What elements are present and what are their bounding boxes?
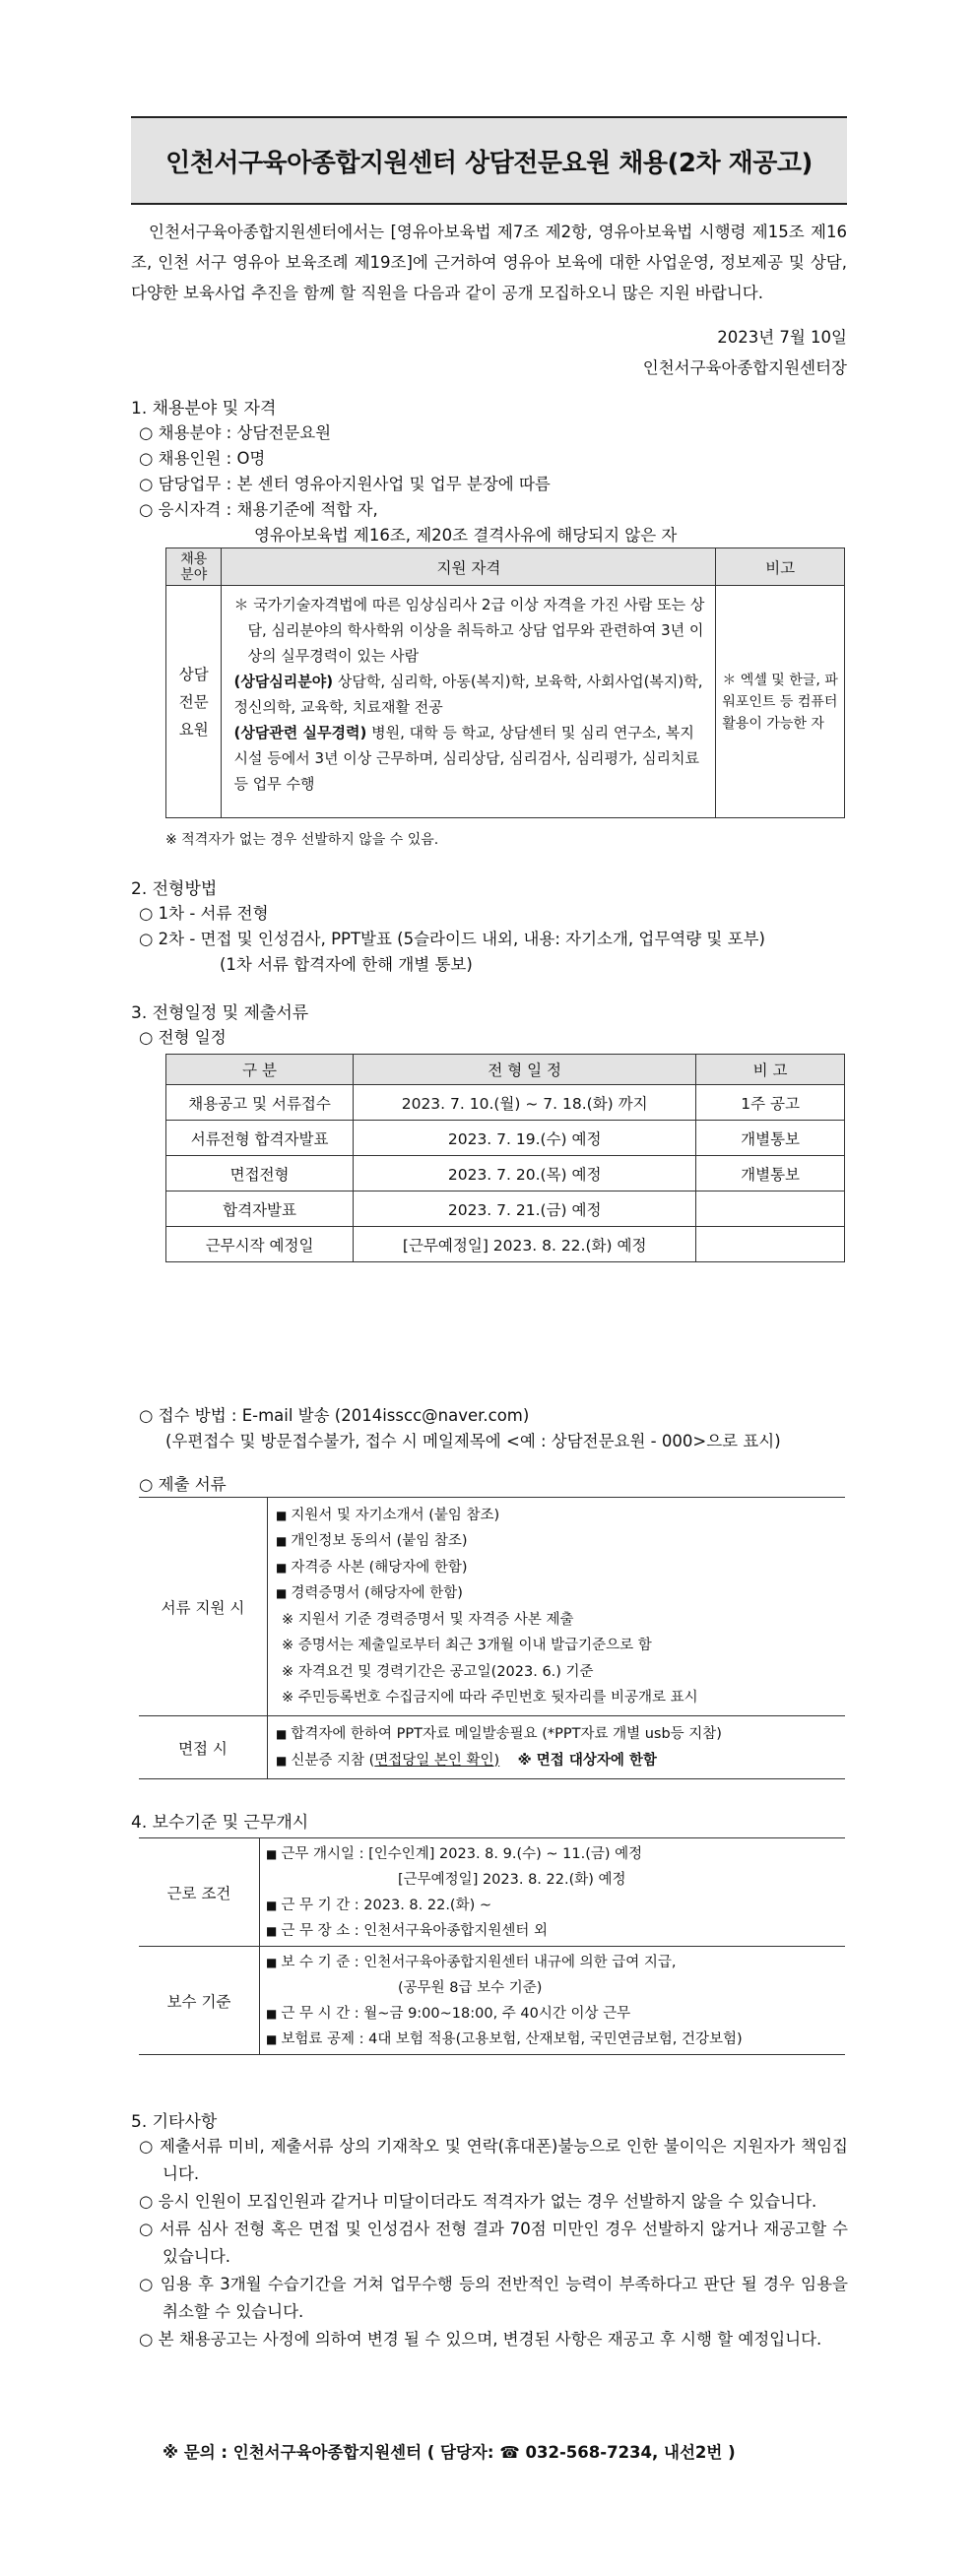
qual-item-3-text: 병원, 대학 등 학교, 상담센터 및 심리 연구소, 복지 시설 등에서 3년 이상 근무하며, 심리상담, 심리검사, 심리평가, 심리치료 등 업무 수행 [233, 724, 699, 793]
work-conditions-list [260, 1838, 846, 1947]
recruit-count: ○ 채용인원 : O명 [139, 449, 266, 468]
schedule-note [696, 1227, 845, 1262]
other-note-item: ○ 제출서류 미비, 제출서류 상의 기재착오 및 연락(휴대폰)불능으로 인한 불이익은 지원자가 책임집니다. [139, 2137, 848, 2183]
schedule-date: [근무예정일] 2023. 8. 22.(화) 예정 [354, 1227, 696, 1262]
schedule-category: 합격자발표 [166, 1191, 354, 1227]
qual-item-1: ＊ 국가기술자격법에 따른 임상심리사 2급 이상 자격을 가진 사람 또는 상담, 심리분야의 학사학위 이상을 취득하고 상담 업무와 관련하여 3년 이상의 실무경력이 있는 사람 [233, 596, 705, 665]
qual-item-2 [233, 669, 707, 720]
documents-label: 서류 지원 시 [139, 1498, 268, 1716]
qual-table-qualifications [222, 586, 716, 818]
work-item: ■ 근 무 장 소 : 인천서구육아종합지원센터 외 [266, 1922, 549, 1939]
recruit-qual-1: ○ 응시자격 : 채용기준에 적합 자, [139, 500, 378, 519]
pay-item: ■ 보 수 기 준 : 인천서구육아종합지원센터 내규에 의한 급여 지급, [266, 1954, 677, 1970]
schedule-category: 채용공고 및 서류접수 [166, 1085, 354, 1121]
schedule-row [166, 1085, 845, 1121]
schedule-note: 개별통보 [696, 1121, 845, 1156]
qualification-table [165, 547, 845, 818]
schedule-date: 2023. 7. 10.(월) ~ 7. 18.(화) 까지 [354, 1085, 696, 1121]
schedule-note: 개별통보 [696, 1156, 845, 1191]
qual-table-field: 상담 전문 요원 [166, 586, 222, 818]
interview-list [268, 1716, 846, 1779]
other-note-item: ○ 임용 후 3개월 수습기간을 거쳐 업무수행 등의 전반적인 능력이 부족하다고 판단 될 경우 임용을 취소할 수 있습니다. [139, 2275, 848, 2321]
interview-target-note: ※ 면접 대상자에 한함 [517, 1752, 657, 1769]
qual-item-3-title: (상담관련 실무경력) [233, 724, 367, 741]
pay-standard-label: 보수 기준 [139, 1947, 260, 2055]
documents-list [268, 1498, 846, 1716]
intro-paragraph: 인천서구육아종합지원센터에서는 [영유아보육법 제7조 제2항, 영유아보육법 시행령 제15조 제16조, 인천 서구 영유아 보육조례 제19조]에 근거하여 영유아 보육에 대한 사업운영, 정보제공 및 상담, 다양한 보육사업 추진을 함께 할 직원을 다음과 같이 공개 모집하오니 많은 지원 바랍니다. [131, 223, 847, 302]
qual-item-2-title: (상담심리분야) [233, 673, 334, 690]
work-item: [근무예정일] 2023. 8. 22.(화) 예정 [398, 1871, 626, 1888]
qual-footnote: ※ 적격자가 없는 경우 선발하지 않을 수 있음. [165, 832, 439, 848]
section-4-heading: 4. 보수기준 및 근무개시 [131, 1813, 309, 1833]
schedule-row [166, 1227, 845, 1262]
schedule-row [166, 1121, 845, 1156]
schedule-date: 2023. 7. 20.(목) 예정 [354, 1156, 696, 1191]
qual-table-header-note: 비고 [716, 548, 845, 586]
document-note: ※ 자격요건 및 경력기간은 공고일(2023. 6.) 기준 [282, 1663, 594, 1680]
other-note-item: ○ 본 채용공고는 사정에 의하여 변경 될 수 있으며, 변경된 사항은 재공고 후 시행 할 예정입니다. [139, 2330, 822, 2349]
dateline [643, 322, 847, 383]
schedule-category: 면접전형 [166, 1156, 354, 1191]
document-item: ■ 지원서 및 자기소개서 (붙임 참조) [276, 1507, 500, 1523]
other-note-item: ○ 서류 심사 전형 혹은 면접 및 인성검사 전형 결과 70점 미만인 경우 선발하지 않거나 재공고할 수 있습니다. [139, 2220, 848, 2266]
document-item: ■ 개인정보 동의서 (붙임 참조) [276, 1533, 468, 1549]
other-notes [139, 2133, 848, 2353]
schedule-header-note: 비 고 [696, 1055, 845, 1085]
work-item: ■ 근무 개시일 : [인수인계] 2023. 8. 9.(수) ~ 11.(금) 예정 [266, 1845, 643, 1862]
schedule-subheading: ○ 전형 일정 [139, 1028, 227, 1047]
document-note: ※ 주민등록번호 수집금지에 따라 주민번호 뒷자리를 비공개로 표시 [282, 1690, 698, 1706]
apply-method-note: (우편접수 및 방문접수불가, 접수 시 메일제목에 <예 : 상담전문요원 - 000>으로 표시) [165, 1432, 781, 1450]
schedule-table [165, 1054, 845, 1262]
schedule-note [696, 1191, 845, 1227]
apply-method: ○ 접수 방법 : E-mail 발송 (2014isscc@naver.com) [139, 1406, 530, 1425]
interview-item-2: ■ 신분증 지참 (면접당일 본인 확인) ※ 면접 대상자에 한함 [276, 1752, 657, 1769]
qual-table-header-qual: 지원 자격 [222, 548, 716, 586]
pay-item: (공무원 8급 보수 기준) [398, 1979, 543, 1996]
interview-label: 면접 시 [139, 1716, 268, 1779]
section-1-heading: 1. 채용분야 및 자격 [131, 399, 277, 419]
pay-item: ■ 보험료 공제 : 4대 보험 적용(고용보험, 산재보험, 국민연금보험, 건강보험) [266, 2030, 743, 2047]
schedule-row [166, 1156, 845, 1191]
schedule-date: 2023. 7. 21.(금) 예정 [354, 1191, 696, 1227]
schedule-header-category: 구 분 [166, 1055, 354, 1085]
notice-date: 2023년 7월 10일 [717, 328, 847, 347]
qual-table-note: ＊ 엑셀 및 한글, 파워포인트 등 컴퓨터 활용이 가능한 자 [716, 586, 845, 818]
other-note-item: ○ 응시 인원이 모집인원과 같거나 미달이더라도 적격자가 없는 경우 선발하지 않을 수 있습니다. [139, 2192, 817, 2211]
pay-standard-list [260, 1947, 846, 2055]
schedule-category: 서류전형 합격자발표 [166, 1121, 354, 1156]
pay-table [139, 1837, 845, 2055]
notice-issuer: 인천서구육아종합지원센터장 [642, 358, 847, 377]
schedule-header-date: 전 형 일 정 [354, 1055, 696, 1085]
documents-table [139, 1497, 845, 1779]
documents-subheading: ○ 제출 서류 [139, 1475, 227, 1494]
work-item: ■ 근 무 기 간 : 2023. 8. 22.(화) ~ [266, 1897, 492, 1913]
document-item: ■ 경력증명서 (해당자에 한함) [276, 1585, 463, 1601]
page-title: 인천서구육아종합지원센터 상담전문요원 채용(2차 재공고) [131, 116, 847, 205]
document-item: ■ 자격증 사본 (해당자에 한함) [276, 1559, 468, 1576]
selection-step-1: ○ 1차 - 서류 전형 [139, 904, 269, 923]
document-note: ※ 지원서 기준 경력증명서 및 자격증 사본 제출 [282, 1611, 574, 1628]
contact-info: ※ 문의 : 인천서구육아종합지원센터 ( 담당자: ☎ 032-568-7234, 내선2번 ) [163, 2443, 736, 2462]
recruit-field: ○ 채용분야 : 상담전문요원 [139, 423, 332, 442]
schedule-note: 1주 공고 [696, 1085, 845, 1121]
qual-table-header-field: 채용 분야 [166, 548, 222, 586]
recruit-duty: ○ 담당업무 : 본 센터 영유아지원사업 및 업무 분장에 따름 [139, 475, 551, 493]
schedule-category: 근무시작 예정일 [166, 1227, 354, 1262]
schedule-date: 2023. 7. 19.(수) 예정 [354, 1121, 696, 1156]
schedule-row [166, 1191, 845, 1227]
section-3-heading: 3. 전형일정 및 제출서류 [131, 1003, 309, 1023]
pay-item: ■ 근 무 시 간 : 월~금 9:00~18:00, 주 40시간 이상 근무 [266, 2005, 631, 2022]
qual-item-2-text: 상담학, 심리학, 아동(복지)학, 보육학, 사회사업(복지)학, 정신의학, 교육학, 치료재활 전공 [233, 673, 703, 716]
interview-item-1: ■ 합격자에 한하여 PPT자료 메일발송필요 (*PPT자료 개별 usb등 지참) [276, 1725, 722, 1742]
work-conditions-label: 근로 조건 [139, 1838, 260, 1947]
selection-step-2-note: (1차 서류 합격자에 한해 개별 통보) [220, 955, 473, 974]
qual-item-3 [233, 720, 707, 797]
section-5-heading: 5. 기타사항 [131, 2112, 218, 2132]
document-note: ※ 증명서는 제출일로부터 최근 3개월 이내 발급기준으로 함 [282, 1638, 652, 1653]
recruit-qual-2: 영유아보육법 제16조, 제20조 결격사유에 해당되지 않은 자 [254, 526, 678, 545]
section-2-heading: 2. 전형방법 [131, 879, 218, 899]
selection-step-2: ○ 2차 - 면접 및 인성검사, PPT발표 (5슬라이드 내외, 내용: 자기소개, 업무역량 및 포부) [139, 930, 765, 948]
